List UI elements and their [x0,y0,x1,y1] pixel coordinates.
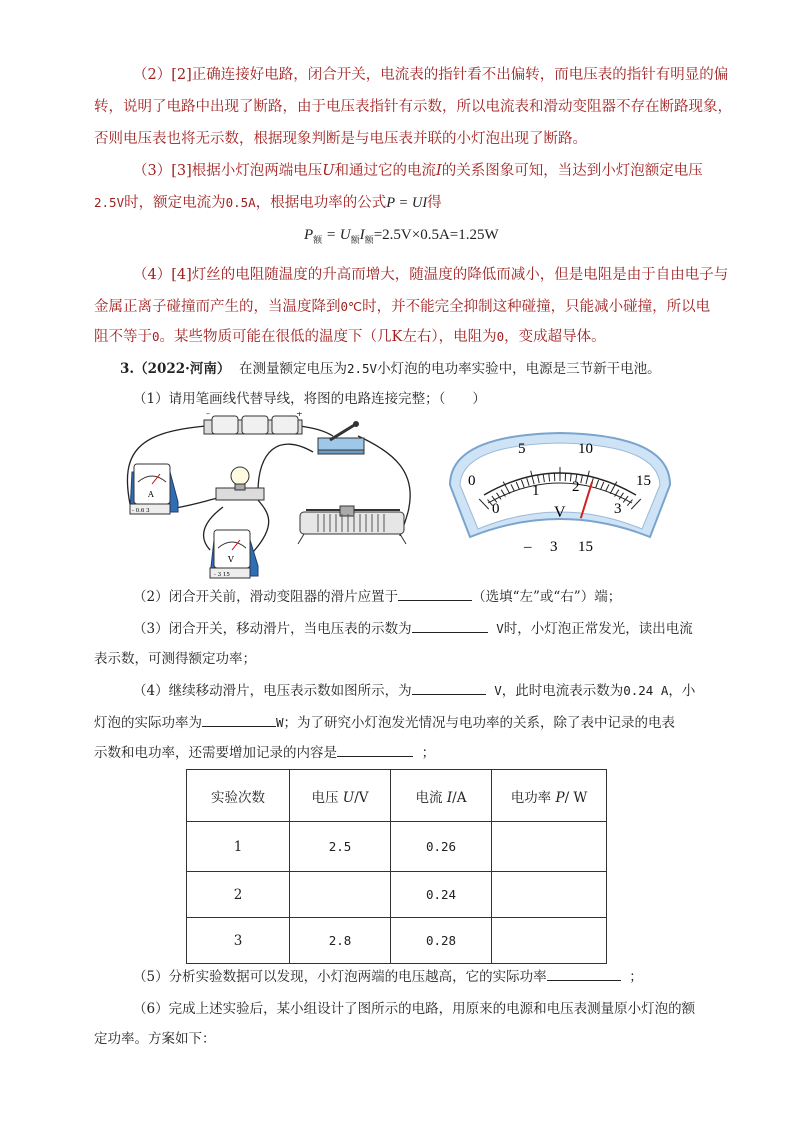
table-header-row [187,770,607,822]
table-header: 实验次数 [187,770,290,822]
table-cell[interactable] [290,872,391,918]
dial-top-tick-15: 15 [636,473,651,489]
dial-bottom-tick-0: 0 [492,501,500,517]
dial-top-tick-0: 0 [468,473,476,489]
table-row [187,918,607,964]
voltmeter-label: V [228,555,234,564]
table-cell: 0.26 [391,822,492,872]
analysis-2-line-3: 否则电压表也将无示数，根据现象判断是与电压表并联的小灯泡出现了断路。 [94,131,587,147]
ammeter [130,464,178,514]
data-table [186,769,607,964]
dial-top-tick-5: 5 [518,441,526,457]
dial-top-tick-10: 10 [578,441,593,457]
question-3-stem: 3.（2022·河南） 在测量额定电压为2.5V小灯泡的电功率实验中，电源是三节新干电池。 [120,361,661,377]
question-3-part-6: （6）完成上述实验后，某小组设计了图所示的电路，用原来的电源和电压表测量原小灯泡的额 [133,1001,696,1017]
circuit-diagram [118,412,428,580]
question-3-part-5: （5）分析实验数据可以发现，小灯泡两端的电压越高，它的实际功率 ； [133,966,643,988]
table-cell: 0.24 [391,872,492,918]
answer-blank[interactable] [412,680,486,695]
power-formula: $P_额 = U_额I_额=2.5V\times 0.5A=1.25W$ [304,227,499,245]
question-3-part-4-line-3: 示数和电功率，还需要增加记录的内容是 ； [94,742,435,764]
voltmeter-dial [446,425,674,557]
table-header: 电流 I/A [391,770,492,822]
voltmeter-terminals: - 3 15 [214,572,230,578]
battery-minus-label: – [206,412,210,418]
question-3-part-2: （2）闭合开关前，滑动变阻器的滑片应置于 （选填“左”或“右”）端； [133,586,621,608]
ammeter-label: A [148,490,154,499]
voltmeter [210,530,258,578]
table-cell: 2.8 [290,918,391,964]
answer-blank[interactable] [337,742,413,757]
battery-pack [204,412,303,434]
answer-blank[interactable] [547,966,621,981]
ammeter-terminals: - 0.6 3 [132,508,150,514]
dial-terminal-15: 15 [578,539,593,555]
analysis-2-line-1: （2）[2]正确连接好电路，闭合开关，电流表的指针看不出偏转，而电压表的指针有明显的偏 [133,67,729,83]
question-3-part-6-line-2: 定功率。方案如下： [94,1031,216,1047]
dial-bottom-tick-1: 1 [532,483,540,499]
analysis-3-line-2: 2.5V时，额定电流为0.5A，根据电功率的公式P = UI得 [94,195,442,211]
question-3-part-4-line-2: 灯泡的实际功率为 W；为了研究小灯泡发光情况与电功率的关系，除了表中记录的电表 [94,712,675,734]
analysis-4-line-2: 金属正离子碰撞而产生的，当温度降到0℃时，并不能完全抑制这种碰撞，只能减小碰撞，所以电 [94,299,711,315]
question-3-part-3: （3）闭合开关，移动滑片，当电压表的示数为 V时，小灯泡正常发光，读出电流 [133,618,693,640]
wire [300,426,333,436]
dial-bottom-tick-3: 3 [614,501,622,517]
dial-unit: V [554,504,566,521]
dial-terminal-3: 3 [550,539,558,555]
answer-blank[interactable] [398,586,472,601]
table-row [187,822,607,872]
table-header: 电功率 P/ W [492,770,607,822]
wire [253,500,269,552]
answer-blank[interactable] [202,712,276,727]
analysis-2-line-2: 转，说明了电路中出现了断路，由于电压表指针有示数，所以电流表和滑动变阻器不存在断路现象， [94,99,732,115]
dial-bottom-tick-2: 2 [572,479,580,495]
analysis-4-line-1: （4）[4]灯丝的电阻随温度的升高而增大，随温度的降低而减小，但是电阻是由于自由电子与 [133,267,729,283]
battery-plus-label: + [296,412,303,418]
analysis-4-line-3: 阻不等于0。某些物质可能在很低的温度下（几K左右），电阻为0，变成超导体。 [94,329,606,345]
table-row [187,872,607,918]
table-cell: 1 [187,822,290,872]
switch [318,421,364,454]
wire [258,444,313,492]
analysis-3-line-1: （3）[3]根据小灯泡两端电压U和通过它的电流I的关系图象可知，当达到小灯泡额定电压 [133,163,703,179]
table-cell[interactable] [492,918,607,964]
answer-blank[interactable] [412,618,488,633]
table-cell: 0.28 [391,918,492,964]
table-cell: 2 [187,872,290,918]
rheostat [298,506,406,544]
lamp [216,467,264,500]
question-3-part-4: （4）继续移动滑片，电压表示数如图所示，为 V，此时电流表示数为0.24 A，小 [133,680,695,702]
table-cell: 3 [187,918,290,964]
table-cell[interactable] [492,872,607,918]
table-cell: 2.5 [290,822,391,872]
question-3-part-1: （1）请用笔画线代替导线，将图的电路连接完整；（ ） [133,391,486,407]
question-3-part-3-cont: 表示数，可测得额定功率； [94,651,256,667]
table-header: 电压 U/V [290,770,391,822]
dial-terminal-minus: – [524,539,532,555]
table-cell[interactable] [492,822,607,872]
